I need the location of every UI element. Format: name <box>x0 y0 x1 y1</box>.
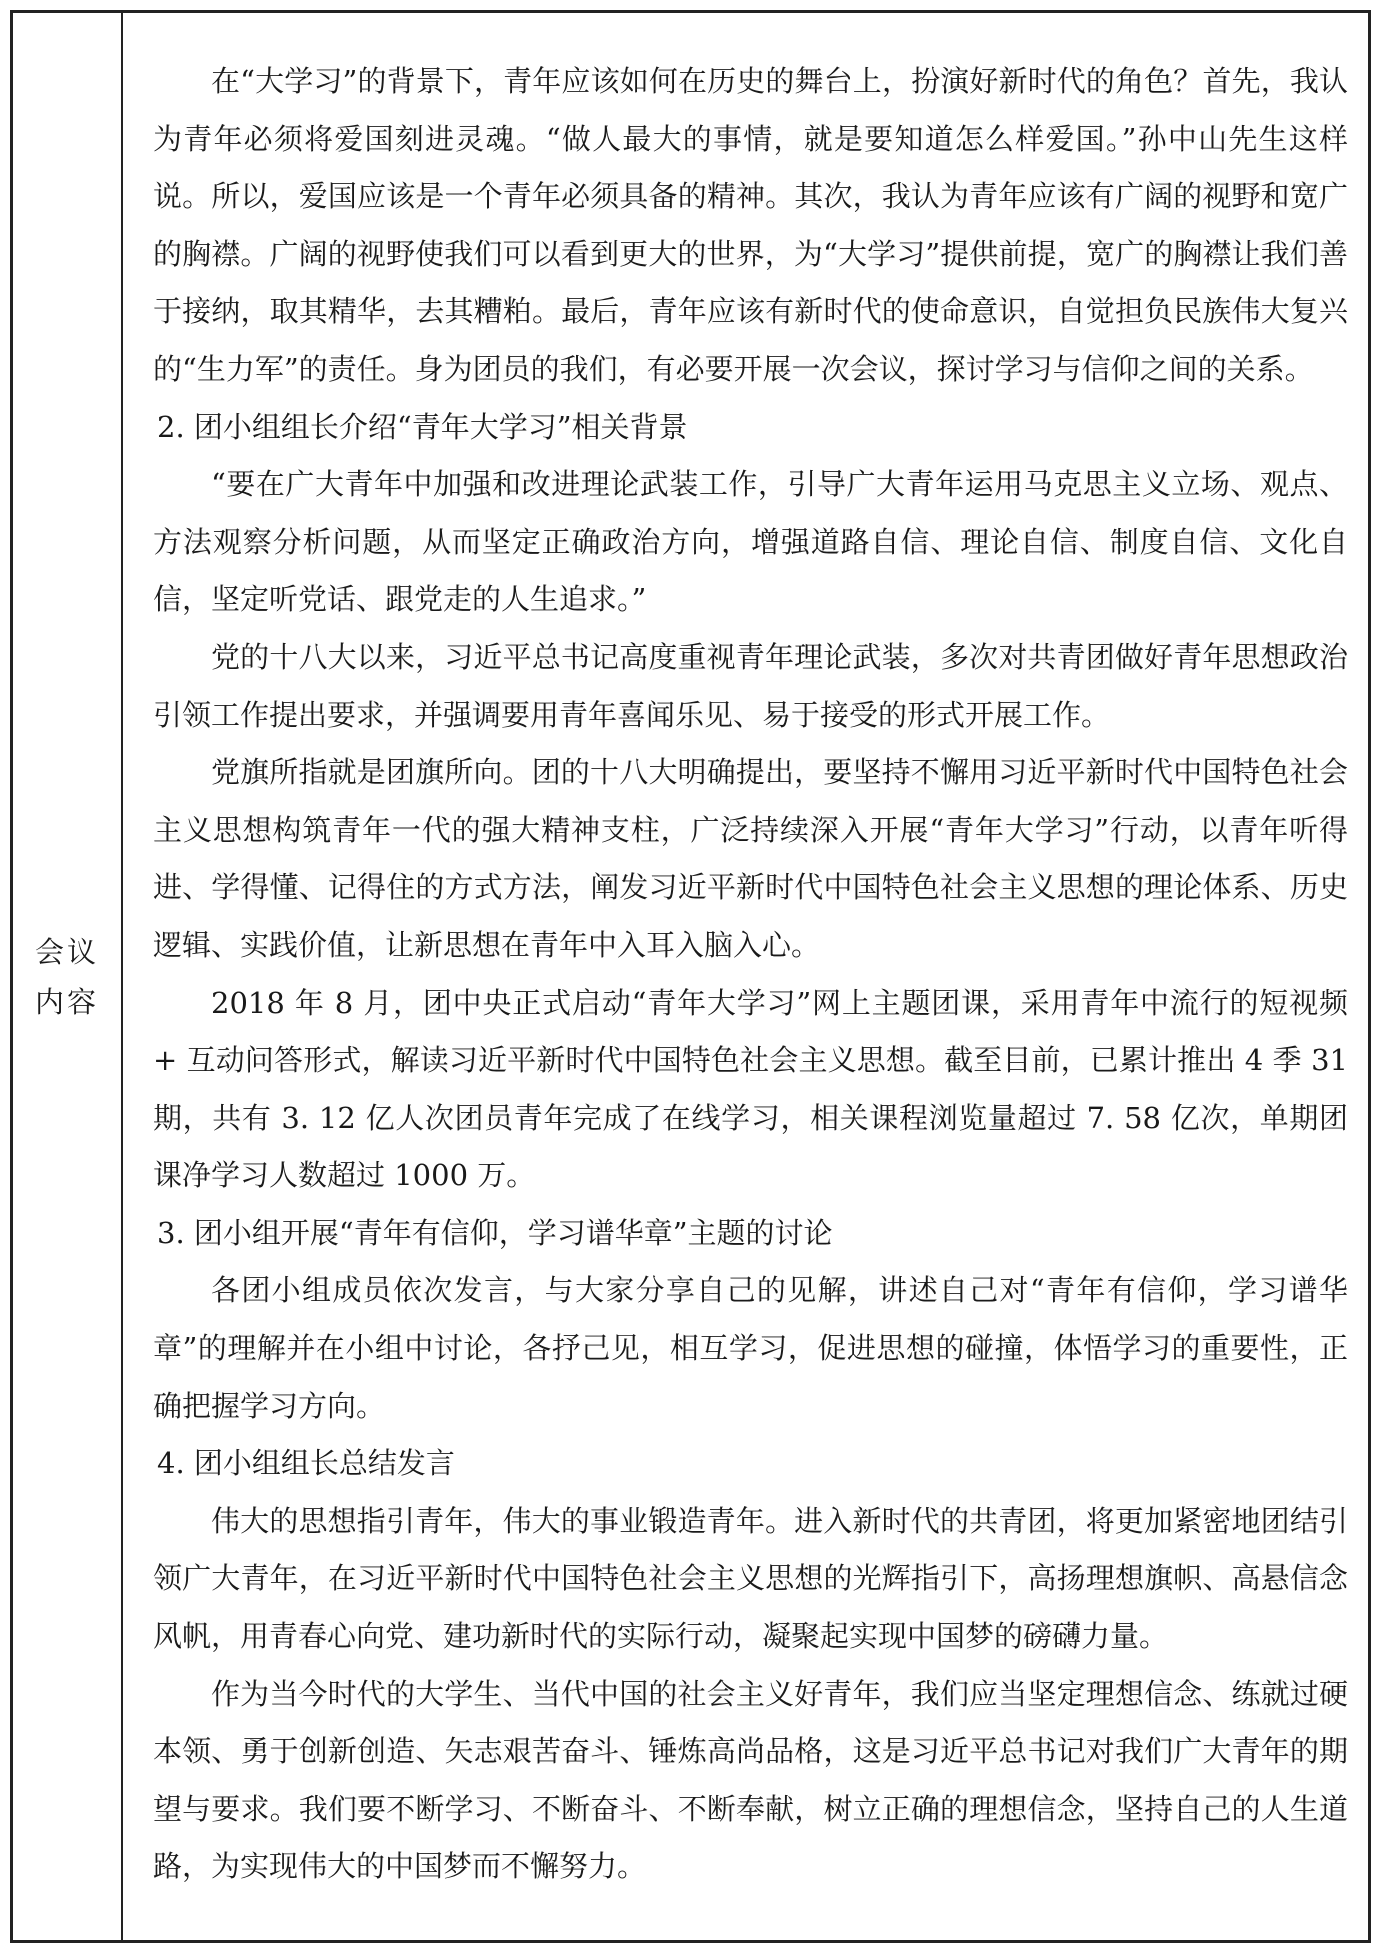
paragraph-summary: 伟大的思想指引青年，伟大的事业锻造青年。进入新时代的共青团，将更加紧密地团结引领广大青年，在习近平新时代中国特色社会主义思想的光辉指引下，高扬理想旗帜、高悬信念风帆，用青春心向党、建功新时代的实际行动，凝聚起实现中国梦的磅礴力量。 <box>153 1503 1348 1654</box>
paragraph-intro: 在“大学习”的背景下，青年应该如何在历史的舞台上，扮演好新时代的角色？首先，我认为青年必须将爱国刻进灵魂。“做人最大的事情，就是要知道怎么样爱国。”孙中山先生这样说。所以，爱国应该是一个青年必须具备的精神。其次，我认为青年应该有广阔的视野和宽广的胸襟。广阔的视野使我们可以看到更大的世界，为“大学习”提供前提，宽广的胸襟让我们善于接纳，取其精华，去其糟粕。最后，青年应该有新时代的使命意识，自觉担负民族伟大复兴的“生力军”的责任。身为团员的我们，有必要开展一次会议，探讨学习与信仰之间的关系。 <box>153 64 1348 386</box>
meeting-content-cell <box>123 13 1368 1940</box>
row-label-line-2: 内容 <box>34 984 99 1019</box>
section-heading-3: 3. 团小组开展“青年有信仰，学习谱华章”主题的讨论 <box>157 1215 833 1250</box>
paragraph-2018-launch: 2018 年 8 月，团中央正式启动“青年大学习”网上主题团课，采用青年中流行的短视频 + 互动问答形式，解读习近平新时代中国特色社会主义思想。截至目前，已累计推出 4 季 31 期，共有 3. 12 亿人次团员青年完成了在线学习，相关课程浏览量超过 7. 58 亿次，单期团课净学习人数超过 1000 万。 <box>153 985 1348 1193</box>
paragraph-since-18th-congress: 党的十八大以来，习近平总书记高度重视青年理论武装，多次对共青团做好青年思想政治引领工作提出要求，并强调要用青年喜闻乐见、易于接受的形式开展工作。 <box>153 639 1348 732</box>
section-heading-4: 4. 团小组组长总结发言 <box>157 1446 455 1481</box>
paragraph-party-flag: 党旗所指就是团旗所向。团的十八大明确提出，要坚持不懈用习近平新时代中国特色社会主义思想构筑青年一代的强大精神支柱，广泛持续深入开展“青年大学习”行动，以青年听得进、学得懂、记得住的方式方法，阐发习近平新时代中国特色社会主义思想的理论体系、历史逻辑、实践价值，让新思想在青年中入耳入脑入心。 <box>153 755 1348 962</box>
row-label-cell <box>13 13 123 1940</box>
row-label-line-1: 会议 <box>34 934 99 969</box>
paragraph-discussion: 各团小组成员依次发言，与大家分享自己的见解，讲述自己对“青年有信仰，学习谱华章”的理解并在小组中讨论，各抒己见，相互学习，促进思想的碰撞，体悟学习的重要性，正确把握学习方向。 <box>153 1273 1348 1423</box>
paragraph-closing: 作为当今时代的大学生、当代中国的社会主义好青年，我们应当坚定理想信念、练就过硬本领、勇于创新创造、矢志艰苦奋斗、锤炼高尚品格，这是习近平总书记对我们广大青年的期望与要求。我们要不断学习、不断奋斗、不断奉献，树立正确的理想信念，坚持自己的人生道路，为实现伟大的中国梦而不懈努力。 <box>153 1676 1348 1884</box>
section-heading-2: 2. 团小组组长介绍“青年大学习”相关背景 <box>157 409 688 444</box>
meeting-record-table <box>10 10 1371 1943</box>
paragraph-quote: “要在广大青年中加强和改进理论武装工作，引导广大青年运用马克思主义立场、观点、方法观察分析问题，从而坚定正确政治方向，增强道路自信、理论自信、制度自信、文化自信，坚定听党话、跟党走的人生追求。” <box>153 467 1348 617</box>
row-label <box>32 927 102 1027</box>
